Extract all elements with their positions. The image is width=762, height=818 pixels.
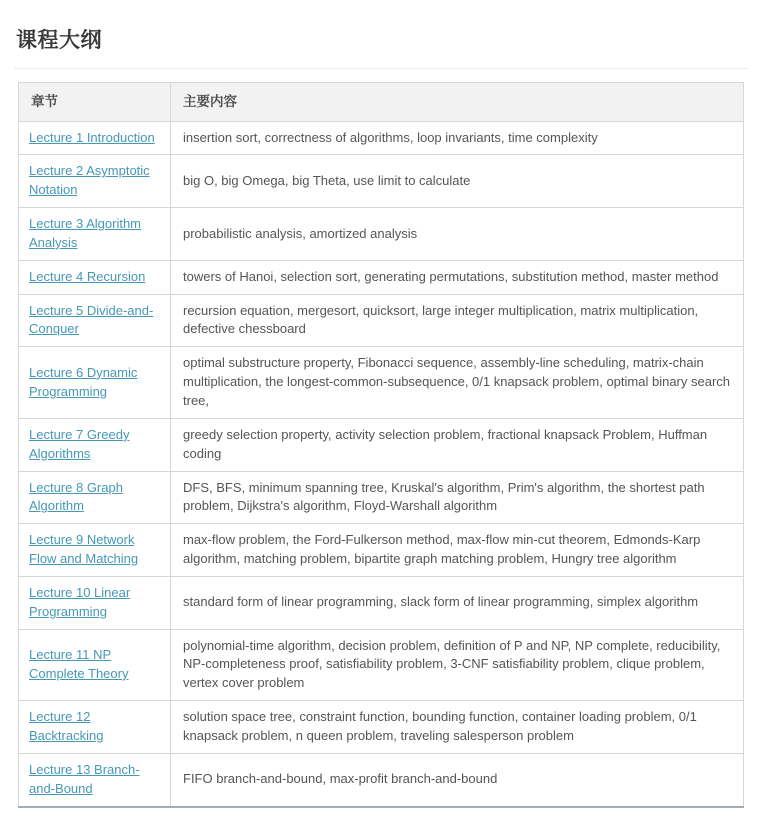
table-row xyxy=(19,347,744,419)
lecture-content: solution space tree, constraint function, bounding function, container loading problem, 0/1 knapsack problem, n queen problem, traveling salesperson problem xyxy=(171,701,744,754)
col-header-chapter: 章节 xyxy=(19,83,171,122)
lecture-link[interactable]: Lecture 6 Dynamic Programming xyxy=(29,364,138,399)
table-row xyxy=(19,576,744,629)
lecture-link[interactable]: Lecture 1 Introduction xyxy=(29,129,155,145)
table-row xyxy=(19,155,744,208)
lecture-content: insertion sort, correctness of algorithms, loop invariants, time complexity xyxy=(171,121,744,155)
lecture-content: greedy selection property, activity selection problem, fractional knapsack Problem, Huffman coding xyxy=(171,418,744,471)
table-row xyxy=(19,260,744,294)
lecture-content: max-flow problem, the Ford-Fulkerson method, max-flow min-cut theorem, Edmonds-Karp algorithm, matching problem, bipartite graph matching problem, Hungry tree algorithm xyxy=(171,524,744,577)
lecture-link[interactable]: Lecture 11 NP Complete Theory xyxy=(29,647,129,681)
lecture-content: DFS, BFS, minimum spanning tree, Kruskal's algorithm, Prim's algorithm, the shortest path problem, Dijkstra's algorithm, Floyd-Warshall algorithm xyxy=(171,471,744,524)
table-row xyxy=(19,208,744,261)
table-row xyxy=(19,524,744,577)
table-row xyxy=(19,471,744,524)
table-header-row xyxy=(19,83,744,122)
table-row xyxy=(19,629,744,701)
lecture-content: FIFO branch-and-bound, max-profit branch-and-bound xyxy=(171,753,744,806)
lecture-link[interactable]: Lecture 10 Linear Programming xyxy=(29,584,131,619)
table-row xyxy=(19,418,744,471)
lecture-link[interactable]: Lecture 5 Divide-and-Conquer xyxy=(29,302,154,337)
col-header-content: 主要内容 xyxy=(171,83,744,122)
lecture-link[interactable]: Lecture 7 Greedy Algorithms xyxy=(29,426,130,461)
page-title: 课程大纲 xyxy=(16,29,102,52)
lecture-link[interactable]: Lecture 13 Branch-and-Bound xyxy=(29,761,140,796)
lecture-content: big O, big Omega, big Theta, use limit to calculate xyxy=(171,155,744,208)
table-row xyxy=(19,701,744,754)
lecture-content: probabilistic analysis, amortized analysis xyxy=(171,208,744,261)
lecture-link[interactable]: Lecture 4 Recursion xyxy=(29,268,146,284)
lecture-content: standard form of linear programming, slack form of linear programming, simplex algorithm xyxy=(171,576,744,629)
table-row xyxy=(19,753,744,806)
lecture-content: recursion equation, mergesort, quicksort, large integer multiplication, matrix multiplication, defective chessboard xyxy=(171,294,744,347)
table-row xyxy=(19,294,744,347)
table-row xyxy=(19,121,744,155)
syllabus-table xyxy=(18,82,744,808)
title-divider xyxy=(14,68,748,69)
lecture-link[interactable]: Lecture 8 Graph Algorithm xyxy=(29,479,123,514)
lecture-link[interactable]: Lecture 12 Backtracking xyxy=(29,709,104,743)
lecture-link[interactable]: Lecture 9 Network Flow and Matching xyxy=(29,532,139,567)
lecture-content: polynomial-time algorithm, decision problem, definition of P and NP, NP complete, reducibility, NP-completeness proof, satisfiability problem, 3-CNF satisfiability problem, clique problem, vertex cover problem xyxy=(171,629,744,701)
lecture-content: optimal substructure property, Fibonacci sequence, assembly-line scheduling, matrix-chain multiplication, the longest-common-subsequence, 0/1 knapsack problem, optimal binary search tree, xyxy=(171,347,744,419)
lecture-content: towers of Hanoi, selection sort, generating permutations, substitution method, master method xyxy=(171,260,744,294)
lecture-link[interactable]: Lecture 2 Asymptotic Notation xyxy=(29,163,150,198)
lecture-link[interactable]: Lecture 3 Algorithm Analysis xyxy=(29,216,142,250)
